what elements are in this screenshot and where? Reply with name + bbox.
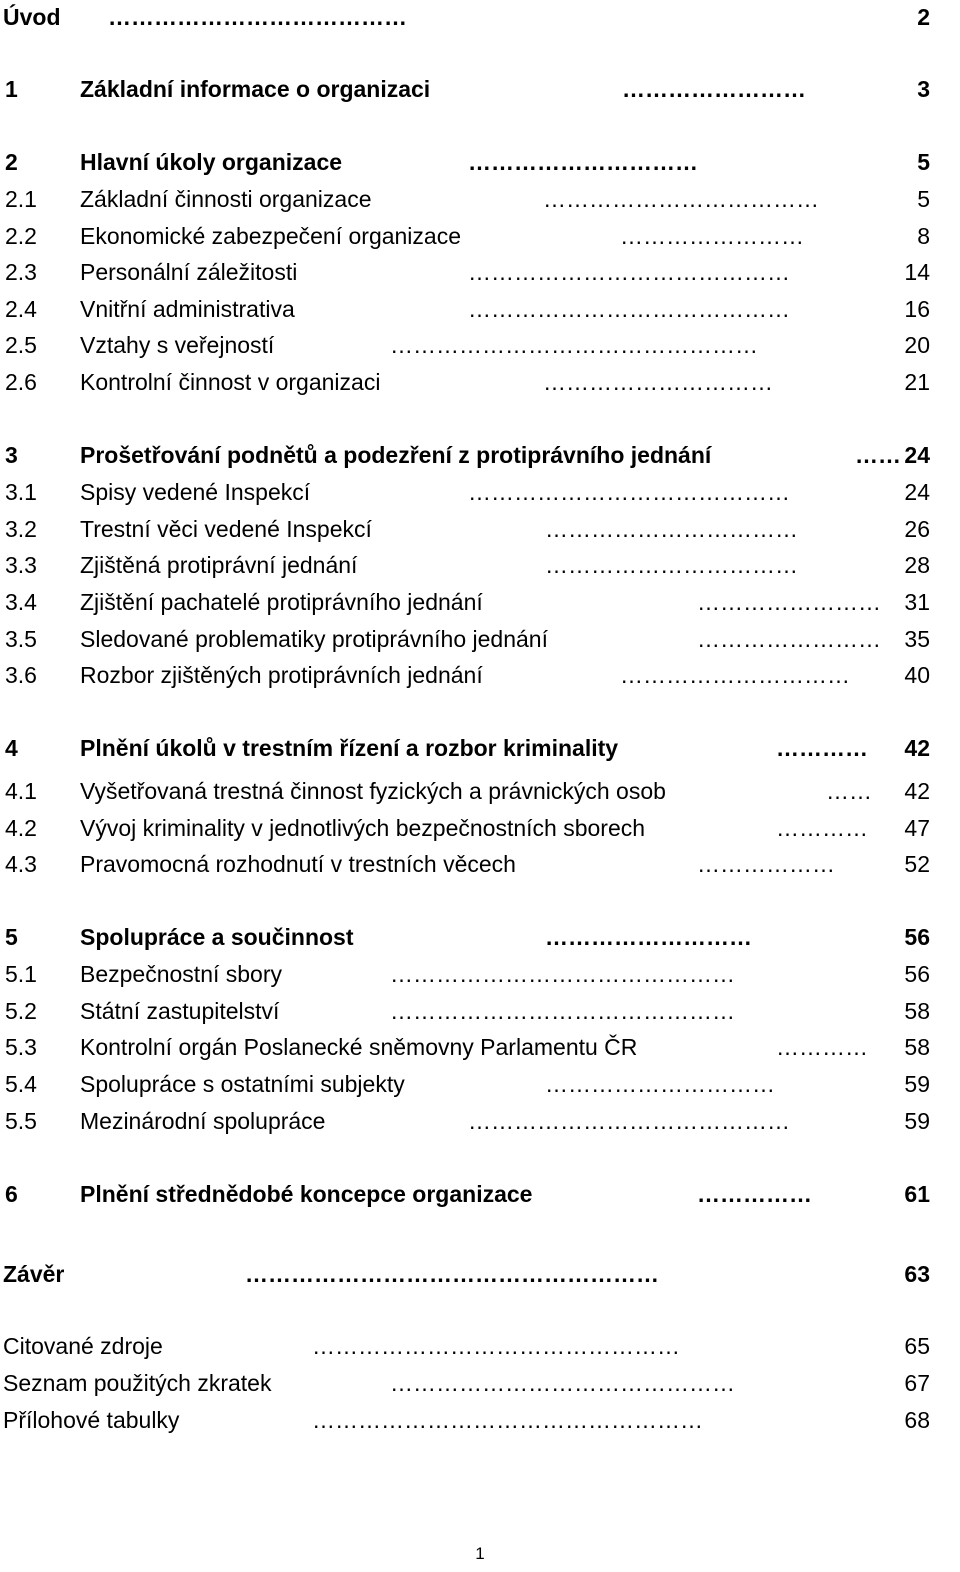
- toc-entry-title: Mezinárodní spolupráce: [80, 1108, 326, 1134]
- toc-leader-dots: ……: [826, 778, 872, 804]
- toc-entry-number: 3.6: [5, 662, 37, 688]
- toc-leader-dots: ……………………………………: [468, 296, 790, 322]
- toc-leader-dots: …………………………………………: [390, 332, 758, 358]
- toc-leader-dots: ………………………: [545, 924, 752, 950]
- toc-entry-number: 3.4: [5, 589, 37, 615]
- toc-leader-dots: …………………………………………: [312, 1333, 680, 1359]
- toc-entry[interactable]: [0, 477, 960, 507]
- toc-entry[interactable]: [0, 1405, 960, 1435]
- toc-page-number: 67: [904, 1370, 930, 1396]
- toc-page-number: 47: [904, 815, 930, 841]
- toc-entry[interactable]: [0, 367, 960, 397]
- toc-entry[interactable]: [0, 550, 960, 580]
- toc-entry-title: Základní informace o organizaci: [80, 76, 431, 102]
- toc-page-number: 40: [904, 662, 930, 688]
- toc-page-number: 42: [904, 778, 930, 804]
- toc-entry[interactable]: [0, 959, 960, 989]
- toc-entry-number: 5.2: [5, 998, 37, 1024]
- toc-page-number: 63: [904, 1261, 930, 1287]
- toc-entry[interactable]: [0, 257, 960, 287]
- toc-entry[interactable]: [0, 1331, 960, 1361]
- toc-entry[interactable]: [0, 294, 960, 324]
- toc-leader-dots: …………………………: [543, 369, 773, 395]
- toc-entry[interactable]: [0, 1106, 960, 1136]
- page-number: 1: [475, 1544, 485, 1563]
- toc-entry-number: 4: [5, 735, 18, 761]
- toc-page-number: 26: [904, 516, 930, 542]
- toc-leader-dots: ………………………………………: [390, 998, 735, 1024]
- toc-leader-dots: ………………………………………: [390, 961, 735, 987]
- toc-entry-title: Citované zdroje: [3, 1333, 163, 1359]
- toc-entry[interactable]: [0, 147, 960, 177]
- toc-page-number: 68: [904, 1407, 930, 1433]
- toc-leader-dots: ……………………………………………: [312, 1407, 703, 1433]
- toc-page-number: 28: [904, 552, 930, 578]
- toc-entry[interactable]: [0, 776, 960, 806]
- toc-entry-title: Prošetřování podnětů a podezření z protiprávního jednání: [80, 442, 712, 468]
- toc-entry-number: 2.3: [5, 259, 37, 285]
- toc-entry-title: Bezpečnostní sbory: [80, 961, 283, 987]
- toc-page-number: 56: [904, 961, 930, 987]
- toc-entry-title: Hlavní úkoly organizace: [80, 149, 343, 175]
- toc-entry-number: 2: [5, 149, 18, 175]
- toc-entry-title: Základní činnosti organizace: [80, 186, 372, 212]
- toc-entry-number: 2.6: [5, 369, 37, 395]
- toc-leader-dots: ……………………………………: [468, 259, 790, 285]
- toc-page-number: 59: [904, 1071, 930, 1097]
- toc-leader-dots: …………: [776, 1034, 868, 1060]
- toc-entry-number: 5.5: [5, 1108, 37, 1134]
- toc-entry-title: Pravomocná rozhodnutí v trestních věcech: [80, 851, 516, 877]
- toc-leader-dots: ……………………: [620, 223, 804, 249]
- toc-leader-dots: ……………: [697, 1181, 812, 1207]
- toc-leader-dots: ……………………………………: [468, 479, 790, 505]
- toc-entry-number: 3.5: [5, 626, 37, 652]
- toc-page-number: 24: [904, 442, 930, 468]
- toc-entry-title: Závěr: [3, 1261, 65, 1287]
- toc-entry[interactable]: [0, 922, 960, 952]
- toc-entry-number: 1: [5, 76, 18, 102]
- toc-leader-dots: ……………………………………: [468, 1108, 790, 1134]
- toc-entry-title: Seznam použitých zkratek: [3, 1370, 272, 1396]
- toc-entry-title: Ekonomické zabezpečení organizace: [80, 223, 462, 249]
- toc-leader-dots: ………………………………………………: [245, 1261, 659, 1287]
- toc-entry[interactable]: [0, 624, 960, 654]
- toc-entry[interactable]: [0, 440, 960, 470]
- toc-entry-number: 6: [5, 1181, 18, 1207]
- toc-entry-title: Vztahy s veřejností: [80, 332, 275, 358]
- toc-entry-number: 5.1: [5, 961, 37, 987]
- toc-leader-dots: …………………………: [620, 662, 850, 688]
- toc-entry-title: Personální záležitosti: [80, 259, 298, 285]
- toc-page-number: 58: [904, 998, 930, 1024]
- toc-leader-dots: ……………………: [697, 589, 881, 615]
- toc-entry-number: 4.1: [5, 778, 37, 804]
- toc-page-number: 52: [904, 851, 930, 877]
- toc-leader-dots: …………………………: [545, 1071, 775, 1097]
- toc-entry-number: 3.2: [5, 516, 37, 542]
- toc-entry-title: Státní zastupitelství: [80, 998, 280, 1024]
- toc-entry-number: 2.4: [5, 296, 37, 322]
- toc-entry-title: Rozbor zjištěných protiprávních jednání: [80, 662, 483, 688]
- toc-entry-title: Kontrolní orgán Poslanecké sněmovny Parlamentu ČR: [80, 1034, 638, 1060]
- toc-page-number: 42: [904, 735, 930, 761]
- toc-page-number: 61: [904, 1181, 930, 1207]
- toc-entry-number: 2.5: [5, 332, 37, 358]
- toc-page-number: 24: [904, 479, 930, 505]
- toc-entry-title: Sledované problematiky protiprávního jednání: [80, 626, 548, 652]
- toc-entry[interactable]: [0, 996, 960, 1026]
- toc-entry[interactable]: [0, 660, 960, 690]
- toc-page-number: 8: [917, 223, 930, 249]
- toc-leader-dots: ………………………………………: [390, 1370, 735, 1396]
- toc-leader-dots: ………………: [697, 851, 835, 877]
- toc-entry[interactable]: [0, 74, 960, 104]
- toc-entry[interactable]: [0, 1368, 960, 1398]
- toc-entry-number: 5.3: [5, 1034, 37, 1060]
- toc-entry-title: Přílohové tabulky: [3, 1407, 180, 1433]
- toc-entry-number: 4.2: [5, 815, 37, 841]
- toc-entry-number: 2.1: [5, 186, 37, 212]
- toc-entry-title: Vyšetřovaná trestná činnost fyzických a právnických osob: [80, 778, 666, 804]
- toc-entry-title: Trestní věci vedené Inspekcí: [80, 516, 372, 542]
- toc-entry[interactable]: [0, 2, 960, 32]
- toc-entry[interactable]: [0, 813, 960, 843]
- toc-page-number: 3: [917, 76, 930, 102]
- toc-entry-title: Plnění střednědobé koncepce organizace: [80, 1181, 533, 1207]
- toc-entry-number: 3: [5, 442, 18, 468]
- toc-entry-title: Vnitřní administrativa: [80, 296, 295, 322]
- toc-entry-title: Zjištění pachatelé protiprávního jednání: [80, 589, 483, 615]
- toc-page-number: 2: [917, 4, 930, 30]
- toc-entry[interactable]: [0, 587, 960, 617]
- toc-entry-number: 5: [5, 924, 18, 950]
- toc-leader-dots: …………………………: [468, 149, 698, 175]
- toc-page-number: 58: [904, 1034, 930, 1060]
- toc-page-number: 14: [904, 259, 930, 285]
- toc-leader-dots: ……………………: [622, 76, 806, 102]
- toc-page-number: 20: [904, 332, 930, 358]
- toc-entry[interactable]: [0, 184, 960, 214]
- toc-entry[interactable]: [0, 1179, 960, 1209]
- toc-leader-dots: ……: [855, 442, 901, 468]
- toc-entry-title: Spolupráce s ostatními subjekty: [80, 1071, 405, 1097]
- toc-entry-title: Zjištěná protiprávní jednání: [80, 552, 358, 578]
- toc-leader-dots: ……………………: [697, 626, 881, 652]
- toc-entry[interactable]: [0, 514, 960, 544]
- toc-entry-title: Spolupráce a součinnost: [80, 924, 354, 950]
- toc-page-number: 59: [904, 1108, 930, 1134]
- toc-leader-dots: ………………………………: [543, 186, 819, 212]
- toc-entry[interactable]: [0, 221, 960, 251]
- toc-entry[interactable]: [0, 1259, 960, 1289]
- toc-page-number: 65: [904, 1333, 930, 1359]
- toc-leader-dots: ……………………………: [545, 552, 798, 578]
- toc-entry[interactable]: [0, 330, 960, 360]
- toc-entry[interactable]: [0, 733, 960, 763]
- toc-entry-title: Úvod: [3, 4, 61, 30]
- toc-entry-number: 3.1: [5, 479, 37, 505]
- toc-page-number: 5: [917, 149, 930, 175]
- toc-entry[interactable]: [0, 849, 960, 879]
- toc-page-number: 5: [917, 186, 930, 212]
- toc-entry-title: Plnění úkolů v trestním řízení a rozbor kriminality: [80, 735, 619, 761]
- toc-leader-dots: …………: [776, 815, 868, 841]
- toc-entry-title: Vývoj kriminality v jednotlivých bezpečnostních sborech: [80, 815, 646, 841]
- toc-entry-title: Spisy vedené Inspekcí: [80, 479, 311, 505]
- toc-entry-number: 3.3: [5, 552, 37, 578]
- toc-page-number: 56: [904, 924, 930, 950]
- toc-entry-number: 2.2: [5, 223, 37, 249]
- toc-entry-number: 5.4: [5, 1071, 37, 1097]
- toc-entry-title: Kontrolní činnost v organizaci: [80, 369, 381, 395]
- toc-entry[interactable]: [0, 1032, 960, 1062]
- toc-page-number: 31: [904, 589, 930, 615]
- toc-leader-dots: …………………………………: [108, 4, 407, 30]
- toc-page-number: 16: [904, 296, 930, 322]
- toc-leader-dots: ……………………………: [545, 516, 798, 542]
- toc-page-number: 21: [904, 369, 930, 395]
- toc-leader-dots: …………: [776, 735, 868, 761]
- toc-entry[interactable]: [0, 1069, 960, 1099]
- toc-page-number: 35: [904, 626, 930, 652]
- toc-entry-number: 4.3: [5, 851, 37, 877]
